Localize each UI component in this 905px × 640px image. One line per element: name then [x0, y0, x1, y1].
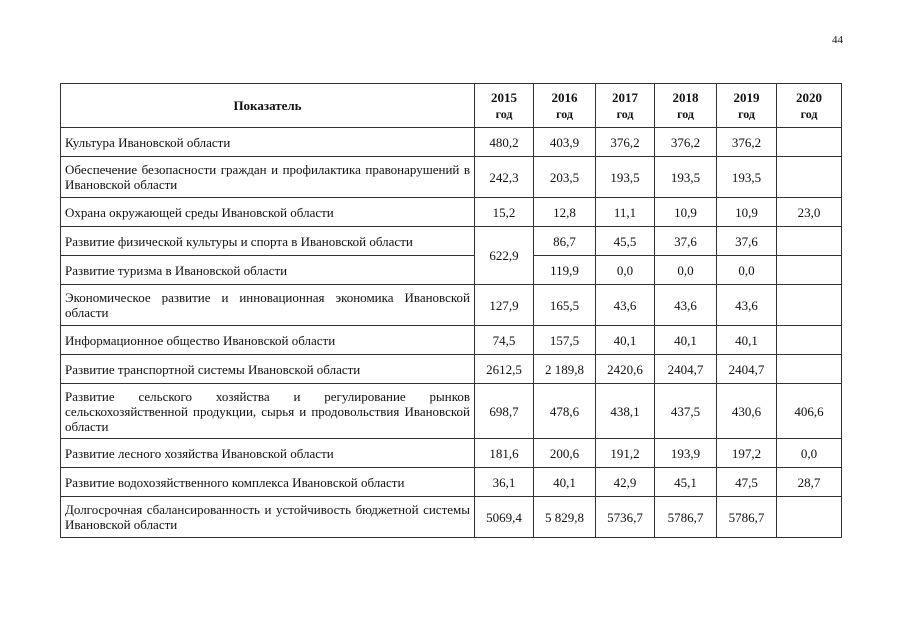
cell-2018: 45,1: [655, 468, 717, 497]
cell-2015: 698,7: [475, 384, 534, 439]
budget-table: [60, 83, 842, 538]
row-name: Развитие лесного хозяйства Ивановской области: [61, 439, 475, 468]
cell-2018: 5786,7: [655, 497, 717, 538]
table-row: [61, 355, 842, 384]
cell-2020: 28,7: [777, 468, 842, 497]
table-row: [61, 128, 842, 157]
table-row: [61, 468, 842, 497]
cell-2016: 200,6: [534, 439, 596, 468]
cell-2016: 12,8: [534, 198, 596, 227]
cell-2016: 5 829,8: [534, 497, 596, 538]
cell-2020: [777, 256, 842, 285]
cell-2016: 203,5: [534, 157, 596, 198]
cell-2016: 119,9: [534, 256, 596, 285]
cell-2015: 2612,5: [475, 355, 534, 384]
cell-2019: 2404,7: [717, 355, 777, 384]
table-row: [61, 157, 842, 198]
row-name: Развитие туризма в Ивановской области: [61, 256, 475, 285]
row-name: Экономическое развитие и инновационная экономика Ивановской области: [61, 285, 475, 326]
cell-2020: 0,0: [777, 439, 842, 468]
cell-2015: 480,2: [475, 128, 534, 157]
cell-2016: 403,9: [534, 128, 596, 157]
cell-2020: [777, 128, 842, 157]
cell-2017: 5736,7: [596, 497, 655, 538]
cell-2018: 193,9: [655, 439, 717, 468]
cell-2020: [777, 497, 842, 538]
row-name: Развитие водохозяйственного комплекса Ивановской области: [61, 468, 475, 497]
row-name: Развитие транспортной системы Ивановской области: [61, 355, 475, 384]
cell-2019: 0,0: [717, 256, 777, 285]
cell-2019: 376,2: [717, 128, 777, 157]
row-name: Культура Ивановской области: [61, 128, 475, 157]
cell-2017: 42,9: [596, 468, 655, 497]
cell-2019: 10,9: [717, 198, 777, 227]
cell-2019: 43,6: [717, 285, 777, 326]
row-name: Долгосрочная сбалансированность и устойчивость бюджетной системы Ивановской области: [61, 497, 475, 538]
year-header-2017: 2017 год: [596, 84, 655, 128]
cell-2020: 23,0: [777, 198, 842, 227]
table-row: [61, 497, 842, 538]
cell-2020: [777, 326, 842, 355]
row-name: Обеспечение безопасности граждан и профилактика правонарушений в Ивановской области: [61, 157, 475, 198]
cell-2015: 5069,4: [475, 497, 534, 538]
year-header-2019: 2019 год: [717, 84, 777, 128]
year-header-2015: 2015 год: [475, 84, 534, 128]
cell-2016: 86,7: [534, 227, 596, 256]
cell-2015: 74,5: [475, 326, 534, 355]
cell-2017: 40,1: [596, 326, 655, 355]
table-row: [61, 256, 842, 285]
cell-2018: 437,5: [655, 384, 717, 439]
cell-2015-merged: 622,9: [475, 227, 534, 285]
cell-2019: 47,5: [717, 468, 777, 497]
year-header-2020: 2020 год: [777, 84, 842, 128]
row-name: Развитие физической культуры и спорта в Ивановской области: [61, 227, 475, 256]
cell-2018: 2404,7: [655, 355, 717, 384]
cell-2015: 242,3: [475, 157, 534, 198]
cell-2015: 127,9: [475, 285, 534, 326]
year-header-2016: 2016 год: [534, 84, 596, 128]
cell-2016: 165,5: [534, 285, 596, 326]
cell-2019: 197,2: [717, 439, 777, 468]
cell-2020: [777, 285, 842, 326]
cell-2019: 40,1: [717, 326, 777, 355]
cell-2015: 15,2: [475, 198, 534, 227]
cell-2017: 2420,6: [596, 355, 655, 384]
cell-2020: [777, 355, 842, 384]
table-row: [61, 198, 842, 227]
cell-2018: 10,9: [655, 198, 717, 227]
cell-2020: [777, 227, 842, 256]
cell-2016: 2 189,8: [534, 355, 596, 384]
cell-2018: 376,2: [655, 128, 717, 157]
cell-2016: 157,5: [534, 326, 596, 355]
cell-2018: 43,6: [655, 285, 717, 326]
cell-2016: 478,6: [534, 384, 596, 439]
cell-2017: 11,1: [596, 198, 655, 227]
table-row: [61, 285, 842, 326]
header-row: [61, 84, 842, 128]
cell-2018: 193,5: [655, 157, 717, 198]
cell-2017: 0,0: [596, 256, 655, 285]
cell-2017: 191,2: [596, 439, 655, 468]
cell-2017: 43,6: [596, 285, 655, 326]
table-row: [61, 326, 842, 355]
cell-2017: 193,5: [596, 157, 655, 198]
cell-2019: 193,5: [717, 157, 777, 198]
cell-2015: 36,1: [475, 468, 534, 497]
row-name: Информационное общество Ивановской области: [61, 326, 475, 355]
indicator-header: Показатель: [61, 84, 475, 128]
page-number: 44: [832, 34, 843, 46]
cell-2018: 40,1: [655, 326, 717, 355]
row-name: Развитие сельского хозяйства и регулирование рынков сельскохозяйственной продукции, сырья и продовольствия Ивановской области: [61, 384, 475, 439]
cell-2017: 45,5: [596, 227, 655, 256]
cell-2019: 430,6: [717, 384, 777, 439]
cell-2019: 5786,7: [717, 497, 777, 538]
cell-2019: 37,6: [717, 227, 777, 256]
cell-2015: 181,6: [475, 439, 534, 468]
cell-2017: 376,2: [596, 128, 655, 157]
cell-2017: 438,1: [596, 384, 655, 439]
year-header-2018: 2018 год: [655, 84, 717, 128]
table-row: [61, 439, 842, 468]
table-row: [61, 384, 842, 439]
table-row: [61, 227, 842, 256]
cell-2018: 37,6: [655, 227, 717, 256]
cell-2016: 40,1: [534, 468, 596, 497]
cell-2020: 406,6: [777, 384, 842, 439]
cell-2020: [777, 157, 842, 198]
cell-2018: 0,0: [655, 256, 717, 285]
row-name: Охрана окружающей среды Ивановской области: [61, 198, 475, 227]
